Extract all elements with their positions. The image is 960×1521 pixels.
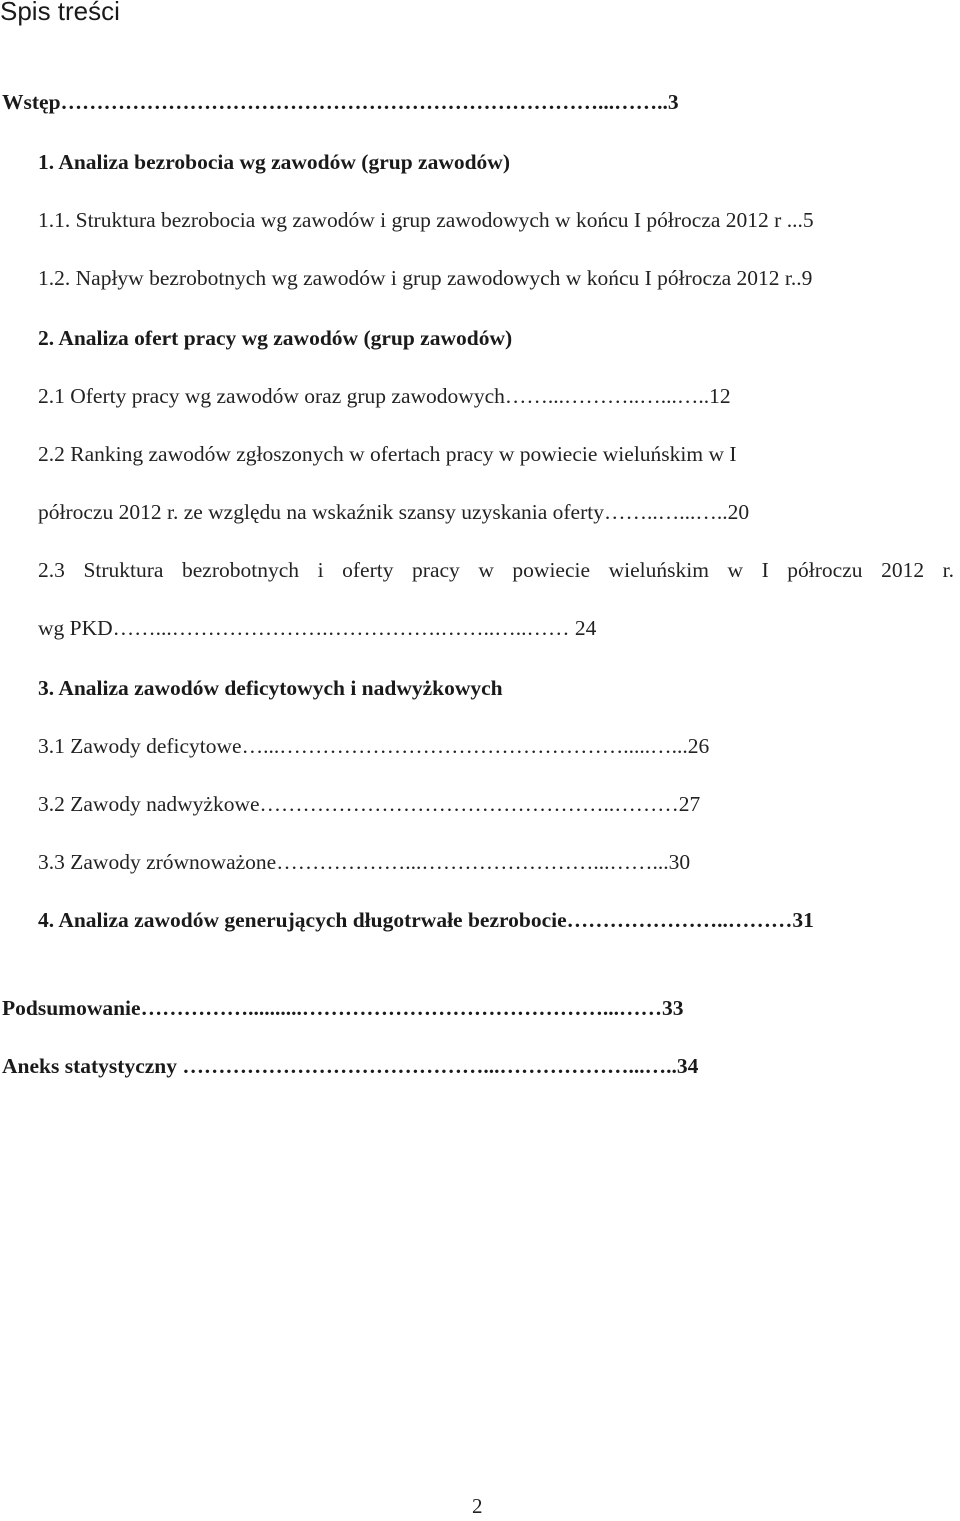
toc-heading-2[interactable]: 2. Analiza ofert pracy wg zawodów (grup zawodów) — [38, 326, 513, 350]
toc-entry-3-1[interactable]: 3.1 Zawody deficytowe…...………………………………………….....…...26 — [38, 734, 710, 758]
toc-entry-3-2[interactable]: 3.2 Zawody nadwyżkowe…………………………………………..………27 — [38, 792, 701, 816]
toc-entry-2-1[interactable]: 2.1 Oferty pracy wg zawodów oraz grup zawodowych……...………..…...…..12 — [38, 384, 731, 408]
toc-entry-podsumowanie[interactable]: Podsumowanie……………..........……………………………………...……33 — [2, 996, 684, 1020]
toc-heading-3[interactable]: 3. Analiza zawodów deficytowych i nadwyżkowych — [38, 676, 503, 700]
toc-entry-2-2-cont[interactable]: półroczu 2012 r. ze względu na wskaźnik szansy uzyskania oferty……..…...…..20 — [38, 500, 750, 524]
page-title: Spis treści — [0, 0, 120, 26]
toc-entry-2-2[interactable]: 2.2 Ranking zawodów zgłoszonych w ofertach pracy w powiecie wieluńskim w I — [38, 442, 737, 466]
toc-heading-1[interactable]: 1. Analiza bezrobocia wg zawodów (grup zawodów) — [38, 150, 510, 174]
toc-entry-aneks[interactable]: Aneks statystyczny ……………………………………...………………...…..34 — [2, 1054, 699, 1078]
toc-entry-wstep[interactable]: Wstęp…………………………………………………………………...……..3 — [2, 90, 679, 114]
toc-entry-2-3[interactable]: 2.3 Struktura bezrobotnych i oferty pracy w powiecie wieluńskim w I półroczu 2012 r. — [38, 558, 954, 582]
toc-entry-3-3[interactable]: 3.3 Zawody zrównoważone………………...……………………...……...30 — [38, 850, 691, 874]
toc-entry-2-3-cont[interactable]: wg PKD……...………………….…………….……..…..…… 24 — [38, 616, 597, 640]
toc-entry-1-2[interactable]: 1.2. Napływ bezrobotnych wg zawodów i grup zawodowych w końcu I półrocza 2012 r..9 — [38, 266, 813, 290]
page-number: 2 — [472, 1494, 483, 1518]
toc-heading-4[interactable]: 4. Analiza zawodów generujących długotrwałe bezrobocie…………………..………31 — [38, 908, 814, 932]
toc-entry-1-1[interactable]: 1.1. Struktura bezrobocia wg zawodów i grup zawodowych w końcu I półrocza 2012 r ...5 — [38, 208, 814, 232]
